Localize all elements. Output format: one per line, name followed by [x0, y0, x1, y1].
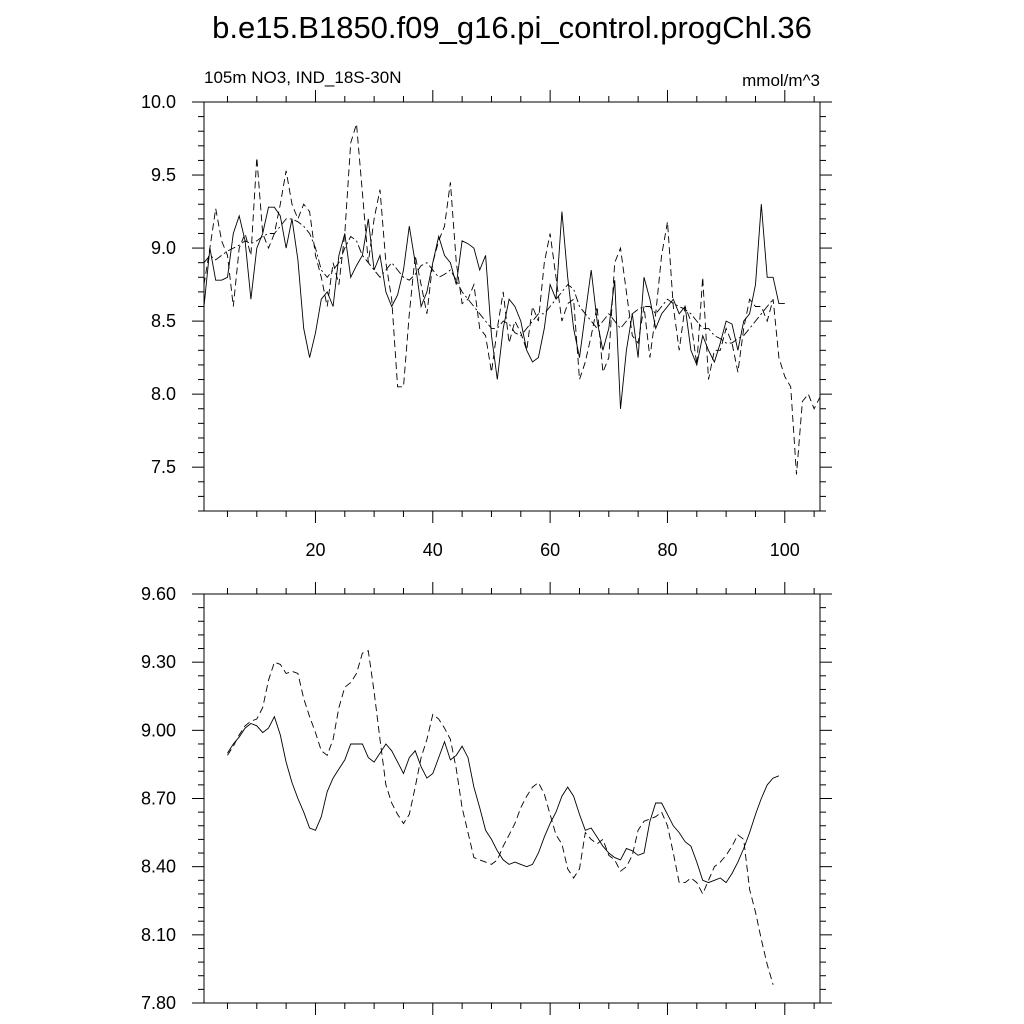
x-tick-label: 20 — [305, 540, 326, 560]
y-tick-label: 10.0 — [140, 92, 176, 112]
y-tick-label: 8.40 — [140, 856, 176, 877]
y-tick-label: 8.0 — [150, 384, 176, 405]
panel-1-subtitle-left: 105m NO3, IND_18S-30N — [204, 68, 402, 87]
x-tick-label: 100 — [769, 540, 800, 560]
y-tick-label: 8.70 — [140, 788, 176, 809]
y-tick-label: 7.80 — [140, 993, 176, 1013]
y-tick-label: 8.5 — [150, 311, 176, 332]
series-line-dashed — [204, 124, 820, 475]
y-tick-label: 9.30 — [140, 652, 176, 673]
y-tick-label: 8.10 — [140, 924, 176, 945]
panel-1-units-label: mmol/m^3 — [742, 71, 820, 90]
series-line-dashed — [228, 651, 774, 985]
plot-frame — [204, 102, 820, 511]
y-tick-label: 9.00 — [140, 720, 176, 741]
panel-2-plot — [141, 582, 832, 1015]
x-tick-label: 60 — [540, 540, 561, 560]
plot-frame — [204, 594, 820, 1003]
series-line-solid — [228, 717, 779, 883]
y-tick-label: 7.5 — [150, 457, 176, 478]
x-tick-label: 40 — [422, 540, 443, 560]
panel-1-plot — [141, 90, 832, 560]
y-tick-label: 9.0 — [150, 238, 176, 259]
y-tick-label: 9.60 — [140, 584, 176, 604]
y-tick-label: 9.5 — [150, 165, 176, 186]
series-line-solid — [204, 204, 785, 409]
x-tick-label: 80 — [657, 540, 678, 560]
chart-title: b.e15.B1850.f09_g16.pi_control.progChl.36 — [212, 10, 812, 45]
